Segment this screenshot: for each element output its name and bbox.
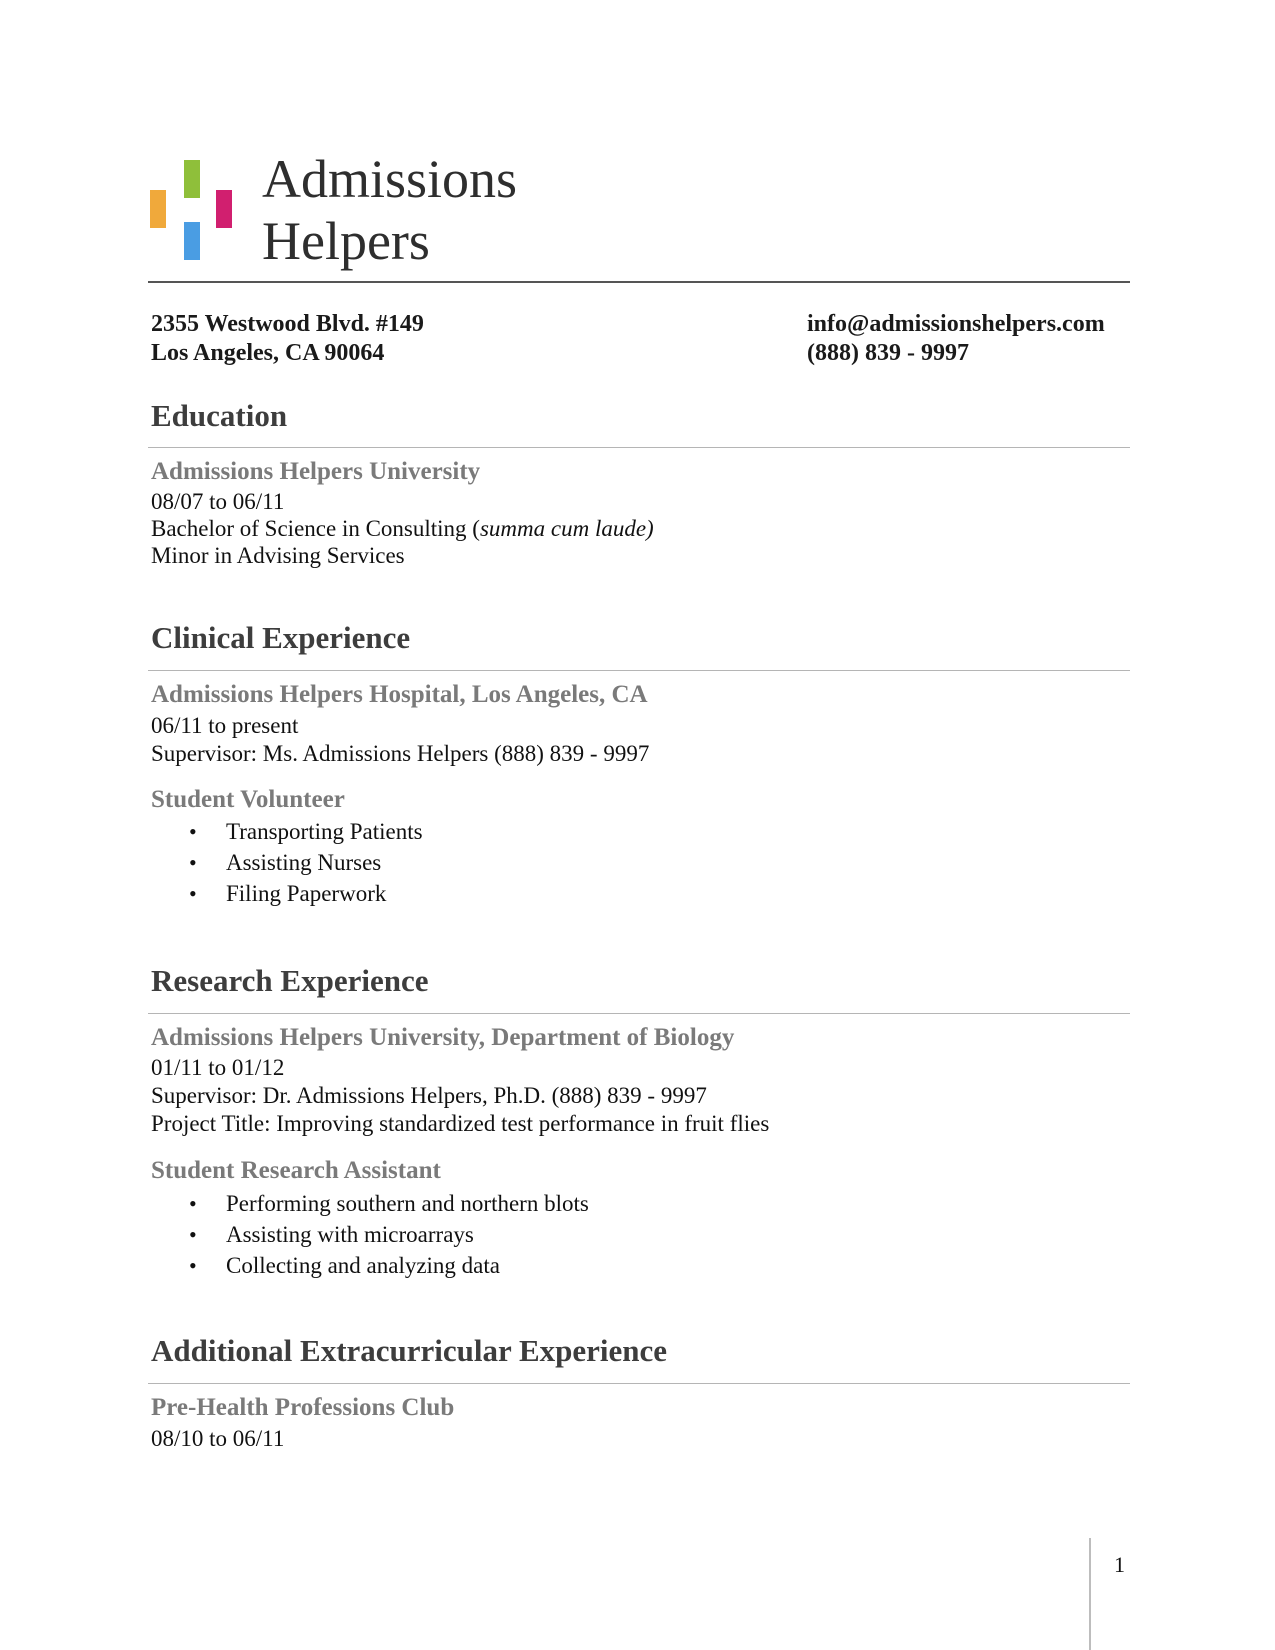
clinical-dates: 06/11 to present <box>151 713 299 738</box>
address-line-2: Los Angeles, CA 90064 <box>151 340 385 366</box>
education-degree <box>151 515 654 543</box>
list-item: • Assisting with microarrays <box>189 1222 474 1247</box>
logo-pink-block <box>216 190 232 228</box>
section-divider <box>148 447 1130 448</box>
research-duties-list <box>151 1188 589 1281</box>
section-title-research: Research Experience <box>151 963 429 998</box>
logo-icon <box>150 160 236 260</box>
logo-orange-block <box>150 190 166 228</box>
clinical-supervisor: Supervisor: Ms. Admissions Helpers (888) 839 - 9997 <box>151 741 650 766</box>
section-divider <box>148 1383 1130 1384</box>
honors-text: summa cum laude) <box>479 516 654 541</box>
education-dates: 08/07 to 06/11 <box>151 489 285 514</box>
logo-blue-block <box>184 222 200 260</box>
brand-line-1: Admissions <box>262 149 518 209</box>
list-item: • Transporting Patients <box>189 819 423 844</box>
extracurricular-dates: 08/10 to 06/11 <box>151 1426 285 1451</box>
logo-green-block <box>184 160 200 198</box>
list-item: • Assisting Nurses <box>189 850 382 875</box>
degree-text: Bachelor of Science in Consulting ( <box>151 516 480 541</box>
list-item: • Collecting and analyzing data <box>189 1253 500 1278</box>
research-supervisor: Supervisor: Dr. Admissions Helpers, Ph.D. (888) 839 - 9997 <box>151 1083 707 1108</box>
clinical-duties-list <box>151 816 423 909</box>
email-link[interactable]: info@admissionshelpers.com <box>807 311 1105 337</box>
section-divider <box>148 670 1130 671</box>
extracurricular-org: Pre-Health Professions Club <box>151 1394 455 1421</box>
education-org: Admissions Helpers University <box>151 458 481 485</box>
brand-name <box>262 148 517 272</box>
section-title-extracurricular: Additional Extracurricular Experience <box>151 1333 668 1368</box>
list-item: • Performing southern and northern blots <box>189 1191 589 1216</box>
research-org: Admissions Helpers University, Department of Biology <box>151 1024 735 1051</box>
header-divider <box>148 281 1130 283</box>
section-title-clinical: Clinical Experience <box>151 620 411 655</box>
address-line-1: 2355 Westwood Blvd. #149 <box>151 311 424 337</box>
page-number: 1 <box>1114 1552 1125 1577</box>
clinical-role: Student Volunteer <box>151 786 345 813</box>
section-divider <box>148 1013 1130 1014</box>
brand-line-2: Helpers <box>262 211 430 271</box>
research-dates: 01/11 to 01/12 <box>151 1055 285 1080</box>
research-role: Student Research Assistant <box>151 1157 441 1184</box>
list-item: • Filing Paperwork <box>189 881 387 906</box>
education-minor: Minor in Advising Services <box>151 543 405 568</box>
postal-address <box>151 310 424 368</box>
footer-divider <box>1089 1538 1091 1650</box>
research-project: Project Title: Improving standardized test performance in fruit flies <box>151 1111 770 1136</box>
section-title-education: Education <box>151 398 288 433</box>
contact-info <box>807 310 1105 368</box>
clinical-org: Admissions Helpers Hospital, Los Angeles, CA <box>151 681 648 708</box>
phone-number: (888) 839 - 9997 <box>807 340 969 366</box>
